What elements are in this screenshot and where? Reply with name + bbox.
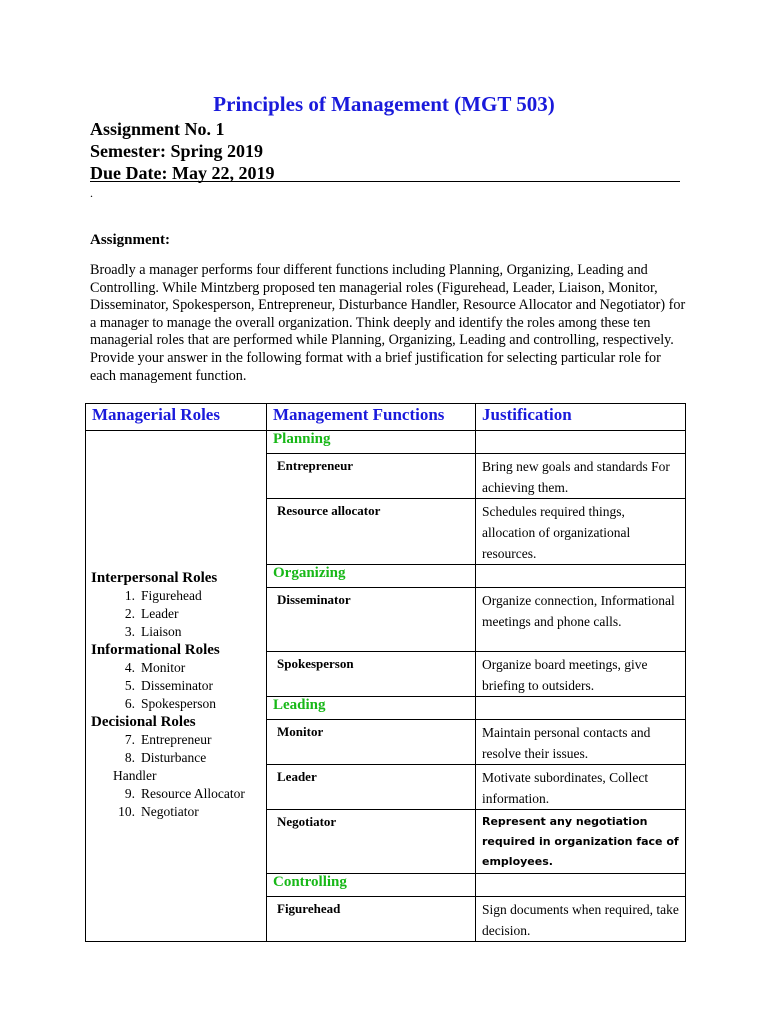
list-item: 10. Negotiator bbox=[118, 804, 199, 819]
header-divider bbox=[90, 181, 680, 182]
just-leader: Motivate subordinates, Collect information. bbox=[476, 765, 686, 810]
list-item: 5. Disseminator bbox=[124, 678, 213, 693]
role-negotiator: Negotiator bbox=[267, 810, 476, 874]
empty-cell bbox=[476, 874, 686, 897]
just-monitor: Maintain personal contacts and resolve their issues. bbox=[476, 720, 686, 765]
table-row bbox=[86, 431, 686, 454]
role-disseminator: Disseminator bbox=[267, 588, 476, 652]
group-interpersonal: Interpersonal Roles bbox=[91, 570, 218, 586]
list-item: 8. Disturbance Handler bbox=[113, 750, 207, 783]
header-management-functions: Management Functions bbox=[267, 404, 476, 431]
role-leader: Leader bbox=[267, 765, 476, 810]
just-figurehead: Sign documents when required, take decision. bbox=[476, 897, 686, 942]
role-resource-allocator: Resource allocator bbox=[267, 499, 476, 565]
list-item: 6. Spokesperson bbox=[124, 696, 216, 711]
roles-table bbox=[85, 403, 686, 942]
empty-cell bbox=[476, 565, 686, 588]
table-header-row bbox=[86, 404, 686, 431]
role-monitor: Monitor bbox=[267, 720, 476, 765]
function-controlling: Controlling bbox=[267, 874, 476, 897]
function-leading: Leading bbox=[267, 697, 476, 720]
list-item: 7. Entrepreneur bbox=[124, 732, 212, 747]
header-justification: Justification bbox=[476, 404, 686, 431]
list-item: 2. Leader bbox=[124, 606, 179, 621]
function-organizing: Organizing bbox=[267, 565, 476, 588]
function-planning: Planning bbox=[267, 431, 476, 454]
list-item: 4. Monitor bbox=[124, 660, 186, 675]
assignment-number: Assignment No. 1 bbox=[90, 119, 225, 139]
document-title: Principles of Management (MGT 503) bbox=[213, 92, 555, 116]
role-spokesperson: Spokesperson bbox=[267, 652, 476, 697]
managerial-roles-cell bbox=[86, 431, 267, 942]
due-date: Due Date: May 22, 2019 bbox=[90, 163, 275, 183]
semester: Semester: Spring 2019 bbox=[90, 141, 263, 161]
list-item: 1. Figurehead bbox=[124, 588, 202, 603]
just-negotiator: Represent any negotiation required in organization face of employees. bbox=[476, 810, 686, 874]
list-item: 9. Resource Allocator bbox=[124, 786, 245, 801]
role-figurehead: Figurehead bbox=[267, 897, 476, 942]
role-entrepreneur: Entrepreneur bbox=[267, 454, 476, 499]
empty-cell bbox=[476, 697, 686, 720]
just-spokesperson: Organize board meetings, give briefing to outsiders. bbox=[476, 652, 686, 697]
group-decisional: Decisional Roles bbox=[91, 714, 196, 730]
group-informational: Informational Roles bbox=[91, 642, 220, 658]
header-managerial-roles: Managerial Roles bbox=[86, 404, 267, 431]
managerial-roles-list bbox=[91, 569, 271, 821]
stray-dot: . bbox=[90, 186, 93, 200]
list-item: 3. Liaison bbox=[124, 624, 182, 639]
assignment-paragraph: Broadly a manager performs four different functions including Planning, Organizing, Leading and Controlling. While Mintzberg proposed ten managerial roles (Figurehead, Leader, Liaison, Monitor, Disseminator, Spokesperson, Entrepreneur, Disturbance Handler, Resource Allocator and Negotiator) for a manager to manage the overall organization. Think deeply and identify the roles among these ten managerial roles that are performed while Planning, Organizing, Leading and controlling, respectively. Provide your answer in the following format with a brief justification for selecting particular role for each management function. bbox=[90, 262, 686, 384]
just-disseminator: Organize connection, Informational meetings and phone calls. bbox=[476, 588, 686, 652]
just-entrepreneur: Bring new goals and standards For achieving them. bbox=[476, 454, 686, 499]
assignment-heading: Assignment: bbox=[90, 232, 171, 248]
just-resource-allocator: Schedules required things, allocation of organizational resources. bbox=[476, 499, 686, 565]
empty-cell bbox=[476, 431, 686, 454]
